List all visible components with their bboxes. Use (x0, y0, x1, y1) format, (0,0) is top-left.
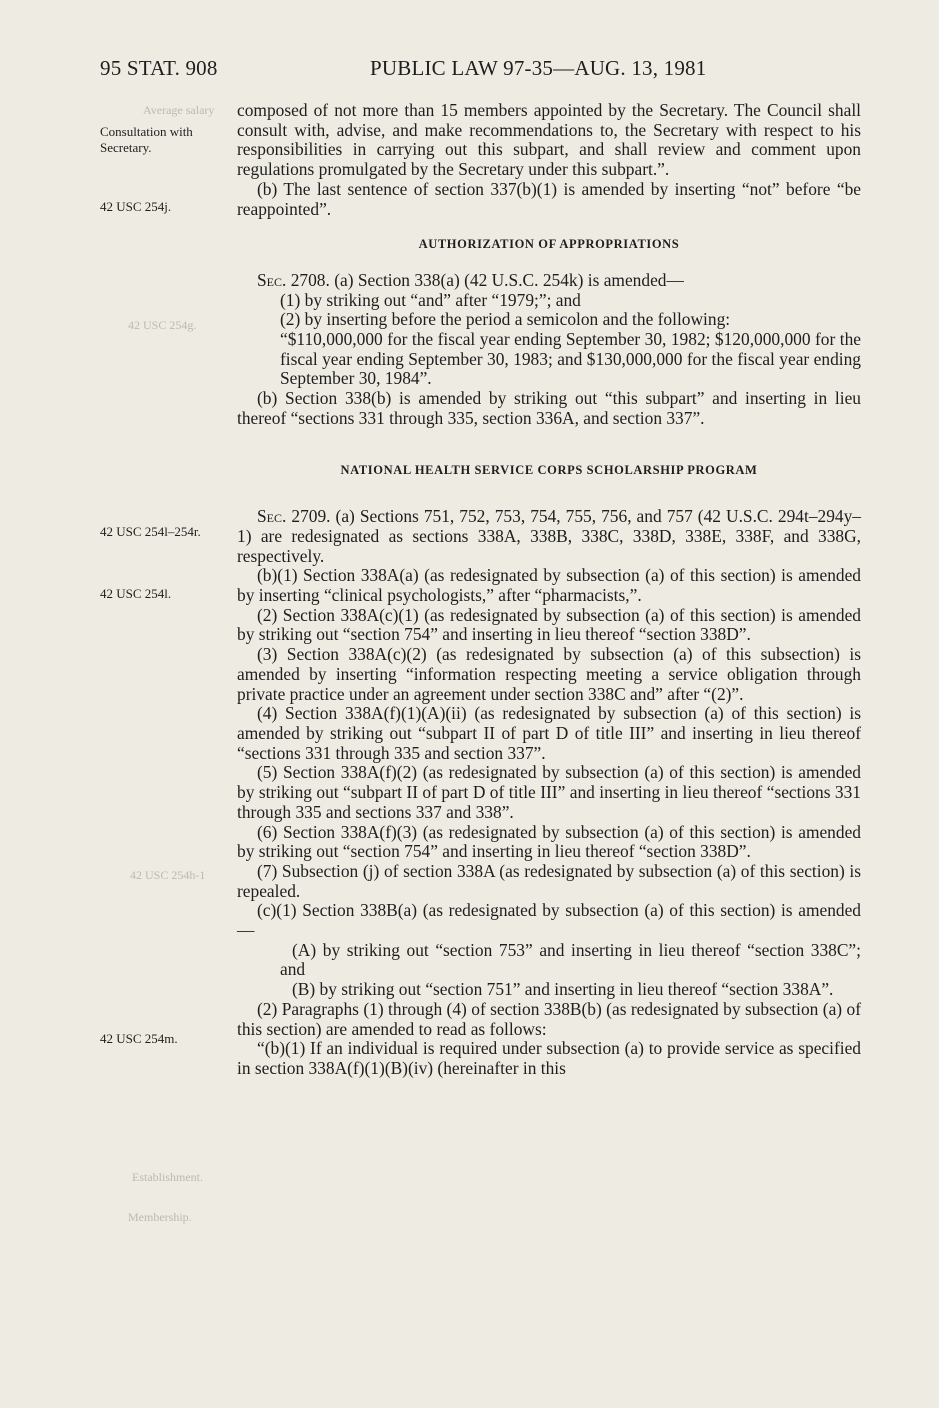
paragraph: (5) Section 338A(f)(2) (as redesignated by subsection (a) of this section) is amended by striking out “subpart II of part D of title III” and inserting in lieu thereof “sections 331 through 335 and sections 337 and 338”. (237, 762, 861, 822)
margin-note-usc-254l: 42 USC 254l. (100, 586, 172, 601)
margin-note-usc-254j: 42 USC 254j. (100, 199, 172, 214)
section-lead-paragraph (237, 271, 861, 291)
stat-page-reference: 95 STAT. 908 (100, 56, 218, 80)
paragraph: (b) The last sentence of section 337(b)(1) is amended by inserting “not” before “be reappointed”. (237, 178, 861, 219)
paragraph: (c)(1) Section 338B(a) (as redesignated by subsection (a) of this section) is amended— (237, 900, 861, 941)
paragraph-text: 2709. (a) Sections 751, 752, 753, 754, 755, 756, and 757 (42 U.S.C. 294t–294y–1) are redesignated as sections 338A, 338B, 338C, 338D, 338E, 338F, and 338G, respectively. (237, 506, 861, 566)
paragraph: (6) Section 338A(f)(3) (as redesignated by subsection (a) of this section) is amended by striking out “section 754” and inserting in lieu thereof “section 338D”. (237, 821, 861, 862)
section-lead-paragraph (237, 507, 861, 566)
bleed-through-text: 42 USC 254h-1 (130, 868, 206, 882)
paragraph: (4) Section 338A(f)(1)(A)(ii) (as redesignated by subsection (a) of this section) is amended by striking out “subpart II of part D of title III” and inserting in lieu thereof “sections 331 through 335 and section 337”. (237, 703, 861, 763)
statute-text-column (237, 101, 861, 1079)
list-item: (A) by striking out “section 753” and inserting in lieu thereof “section 338C”; and (280, 939, 861, 980)
margin-note-usc-254m: 42 USC 254m. (100, 1031, 178, 1046)
paragraph-text: 2708. (a) Section 338(a) (42 U.S.C. 254k) is amended— (290, 269, 684, 290)
paragraph: (b) Section 338(b) is amended by striking out “this subpart” and inserting in lieu thereof “sections 331 through 335, section 336A, and section 337”. (237, 388, 861, 428)
paragraph: (2) Paragraphs (1) through (4) of section 338B(b) (as redesignated by subsection (a) of this section) are amended to read as follows: (237, 998, 861, 1039)
bleed-through-text: Average salary (143, 103, 215, 117)
paragraph: composed of not more than 15 members appointed by the Secretary. The Council shall consult with, advise, and make recommendations to, the Secretary with respect to his responsibilities in carrying out this subpart, and shall review and comment upon regulations promulgated by the Secretary under this subpart.”. (237, 100, 861, 180)
sec-label: Sec. (257, 269, 287, 290)
quoted-text: “$110,000,000 for the fiscal year ending September 30, 1982; $120,000,000 for the fiscal year ending September 30, 1983; and $130,000,000 for the fiscal year ending September 30, 1984”. (280, 329, 861, 389)
bleed-through-text: Establishment. (132, 1170, 203, 1184)
paragraph: (b)(1) Section 338A(a) (as redesignated by subsection (a) of this section) is amended by inserting “clinical psychologists,” after “pharmacists,”. (237, 565, 861, 606)
bleed-through-text: Membership. (128, 1210, 192, 1224)
section-heading: AUTHORIZATION OF APPROPRIATIONS (418, 237, 680, 252)
paragraph: (3) Section 338A(c)(2) (as redesignated by subsection (a) of this subsection) is amended by inserting “information respecting meeting a service obligation through private practice under an agreement under section 338C and” after “(2)”. (237, 644, 861, 704)
quoted-paragraph: “(b)(1) If an individual is required under subsection (a) to provide service as specified in section 338A(f)(1)(B)(iv) (hereinafter in this (237, 1038, 861, 1078)
section-heading: NATIONAL HEALTH SERVICE CORPS SCHOLARSHIP PROGRAM (340, 462, 758, 477)
margin-note-usc-254l-254r: 42 USC 254l–254r. (100, 524, 201, 539)
list-item: (B) by striking out “section 751” and inserting in lieu thereof “section 338A”. (292, 979, 834, 1000)
bleed-through-text: 42 USC 254g. (128, 318, 197, 332)
list-item: (1) by striking out “and” after “1979;”; and (280, 289, 581, 310)
margin-note-consultation: Consultation with Secretary. (100, 124, 193, 155)
paragraph: (7) Subsection (j) of section 338A (as redesignated by subsection (a) of this section) is repealed. (237, 860, 861, 901)
sec-label: Sec. (257, 506, 287, 527)
public-law-reference: PUBLIC LAW 97-35—AUG. 13, 1981 (370, 56, 707, 80)
list-item: (2) by inserting before the period a semicolon and the following: (280, 309, 731, 330)
paragraph: (2) Section 338A(c)(1) (as redesignated by subsection (a) of this section) is amended by striking out “section 754” and inserting in lieu thereof “section 338D”. (237, 604, 861, 645)
margin-notes (0, 0, 230, 1408)
